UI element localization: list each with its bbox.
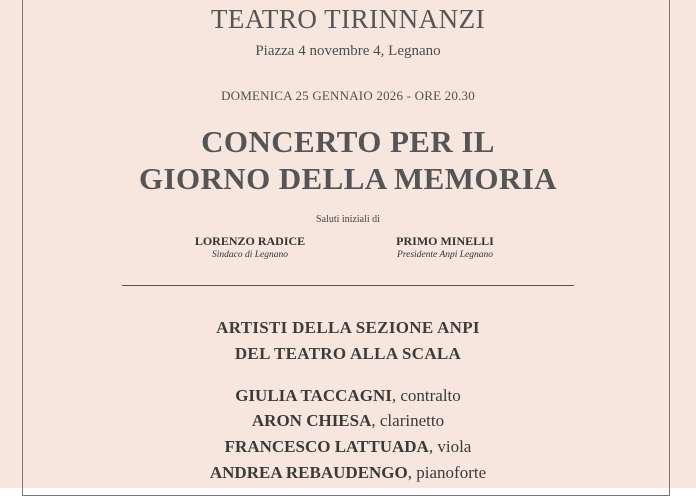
artist-role: , clarinetto [371, 411, 445, 430]
artist-role: , viola [428, 437, 472, 456]
venue-address: Piazza 4 novembre 4, Legnano [255, 43, 441, 59]
artist-name: ANDREA REBAUDENGO [209, 463, 408, 482]
speaker-name: PRIMO MINELLI [396, 234, 494, 248]
speaker-role: Presidente Anpi Legnano [396, 250, 494, 260]
event-date: DOMENICA 25 GENNAIO 2026 - ORE 20.30 [221, 88, 475, 103]
artist-role: , contralto [391, 386, 461, 405]
speaker-block [365, 234, 525, 260]
artist-role: , pianoforte [407, 463, 487, 482]
venue-title: TEATRO TIRINNANZI [210, 4, 486, 34]
artist-line [0, 437, 696, 457]
section-heading-line-2: DEL TEATRO ALLA SCALA [234, 344, 462, 363]
speaker-name: LORENZO RADICE [194, 234, 306, 248]
greetings-label: Saluti iniziali di [316, 214, 380, 225]
section-heading-line-1: ARTISTI DELLA SEZIONE ANPI [216, 318, 480, 337]
artist-name: GIULIA TACCAGNI [235, 386, 392, 405]
artist-name: ARON CHIESA [251, 411, 372, 430]
event-title-line-2: GIORNO DELLA MEMORIA [139, 161, 557, 196]
artist-line [0, 463, 696, 483]
artist-line [0, 411, 696, 431]
event-title-line-1: CONCERTO PER IL [201, 124, 495, 159]
artist-line [0, 386, 696, 406]
divider [122, 285, 574, 286]
artist-name: FRANCESCO LATTUADA [224, 437, 429, 456]
speaker-role: Sindaco di Legnano [212, 250, 288, 260]
speaker-block [170, 234, 330, 260]
